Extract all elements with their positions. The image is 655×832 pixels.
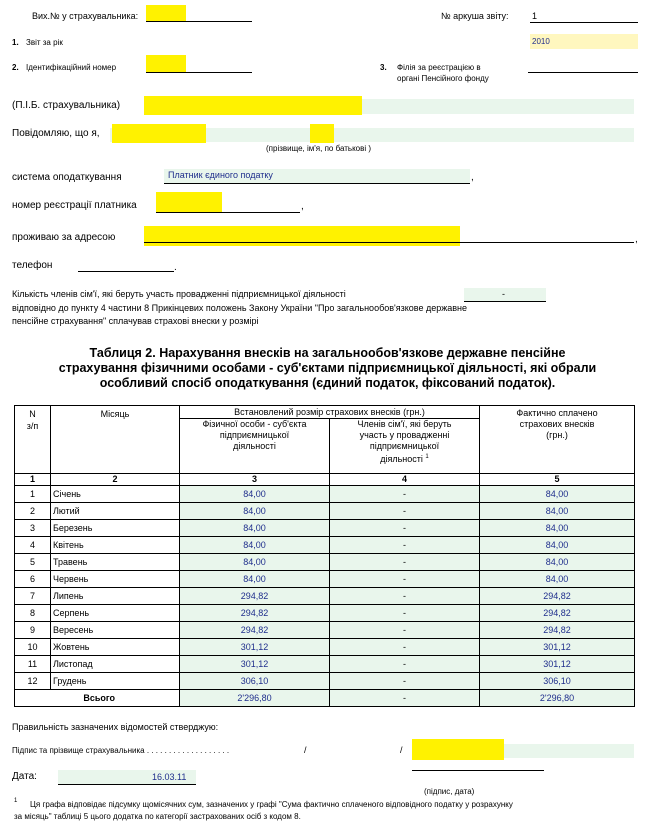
header-col4-4: діяльності: [380, 454, 423, 464]
header-col3-cell: [180, 419, 330, 474]
outgoing-number-label: Вих.№ у страхувальника:: [32, 11, 139, 21]
row-col5[interactable]: 84,00: [480, 486, 635, 503]
header-col4-footnote: 1: [425, 454, 429, 460]
row-col3[interactable]: 84,00: [180, 554, 330, 571]
header-n: N: [29, 409, 36, 419]
row-col3[interactable]: 294,82: [180, 605, 330, 622]
header-col4-2: участь у провадженні: [359, 430, 450, 440]
row-col4[interactable]: -: [330, 554, 480, 571]
row-col3[interactable]: 294,82: [180, 588, 330, 605]
phone-label: телефон: [12, 260, 53, 271]
table-body: [15, 486, 635, 690]
row-col3[interactable]: 84,00: [180, 571, 330, 588]
row-col4[interactable]: -: [330, 673, 480, 690]
footnote-mark: 1: [14, 798, 18, 804]
footnote-line-1: Ця графа відповідає підсумку щомісячних сум, зазначених у графі "Сума фактично сплаченого відповідного податку у розрахунку: [30, 800, 513, 809]
signature-hint: (підпис, дата): [424, 787, 475, 796]
table-title-line-2: страхування фізичними особами - суб'єктами підприємницької діяльності, які обрали: [58, 361, 597, 375]
branch-field[interactable]: [528, 72, 638, 73]
row-month: Січень: [51, 486, 180, 503]
table-row: [15, 639, 635, 656]
law-reference-line-1: відповідно до пункту 4 частини 8 Прикінцевих положень Закону України "Про загальнообов'язкове державне: [12, 303, 468, 313]
row-col5[interactable]: 301,12: [480, 656, 635, 673]
row-month: Жовтень: [51, 639, 180, 656]
row-col5[interactable]: 306,10: [480, 673, 635, 690]
row-col5[interactable]: 294,82: [480, 588, 635, 605]
header-col4-3: підприємницької: [369, 441, 440, 451]
row-month: Листопад: [51, 656, 180, 673]
header-paid-2: страхових внесків: [519, 419, 595, 429]
col-number-2: 2: [51, 474, 180, 486]
total-label: Всього: [15, 690, 180, 707]
date-label: Дата:: [12, 771, 37, 782]
header-month: Місяць: [51, 406, 180, 474]
report-year-value: 2010: [532, 37, 550, 46]
header-col4-1: Членів сім'ї, які беруть: [357, 419, 452, 429]
row-month: Грудень: [51, 673, 180, 690]
row-col3[interactable]: 84,00: [180, 503, 330, 520]
branch-num: 3.: [380, 63, 387, 72]
sheet-number-value: 1: [532, 11, 538, 21]
family-members-label: Кількість членів сім'ї, які беруть участь провадженні підприємницької діяльності: [12, 289, 346, 299]
row-col3[interactable]: 306,10: [180, 673, 330, 690]
insurer-name-label: (П.І.Б. страхувальника): [12, 100, 121, 111]
col-number-5: 5: [480, 474, 635, 486]
col-number-4: 4: [330, 474, 480, 486]
report-year-label: Звіт за рік: [26, 38, 63, 47]
address-field[interactable]: [144, 242, 634, 243]
row-month: Лютий: [51, 503, 180, 520]
table-title-line-1: Таблиця 2. Нарахування внесків на загальнообов'язкове державне пенсійне: [89, 346, 566, 360]
header-col4-4-wrap: [332, 452, 477, 465]
header-col3-3: діяльності: [233, 441, 276, 451]
outgoing-number-field[interactable]: [146, 21, 252, 22]
notify-label: Повідомляю, що я,: [12, 128, 100, 139]
row-number: 10: [15, 639, 51, 656]
confirm-text: Правильність зазначених відомостей стверджую:: [12, 722, 219, 732]
family-members-value: -: [502, 289, 505, 299]
row-number: 2: [15, 503, 51, 520]
row-col4[interactable]: -: [330, 622, 480, 639]
row-col3[interactable]: 301,12: [180, 656, 330, 673]
row-col4[interactable]: -: [330, 486, 480, 503]
branch-label-2: органі Пенсійного фонду: [397, 74, 489, 83]
row-number: 5: [15, 554, 51, 571]
redacted-surname: [112, 124, 206, 143]
row-col4[interactable]: -: [330, 639, 480, 656]
row-col3[interactable]: 84,00: [180, 537, 330, 554]
header-col3-2: підприємницької: [219, 430, 290, 440]
header-number-cell: [15, 406, 51, 474]
signature-slash-1: /: [304, 745, 307, 755]
redacted-signature-name: [412, 739, 504, 760]
redacted-first-name: [310, 124, 334, 143]
tax-system-comma: ,: [471, 172, 474, 183]
row-number: 4: [15, 537, 51, 554]
table-row: [15, 520, 635, 537]
row-col3[interactable]: 294,82: [180, 622, 330, 639]
row-month: Квітень: [51, 537, 180, 554]
redacted-registration-number: [156, 192, 222, 212]
address-label: проживаю за адресою: [12, 232, 116, 243]
row-month: Липень: [51, 588, 180, 605]
footnote-line-2: за місяць" таблиці 5 цього додатка по категорії застрахованих осіб з кодом 8.: [14, 812, 301, 821]
row-month: Червень: [51, 571, 180, 588]
law-reference-line-2: пенсійне страхування" сплачував страхові внески у розмірі: [12, 316, 259, 326]
tax-system-value: Платник єдиного податку: [168, 170, 273, 180]
row-col4[interactable]: -: [330, 605, 480, 622]
registration-number-label: номер реєстрації платника: [12, 200, 137, 211]
row-col5[interactable]: 294,82: [480, 622, 635, 639]
tax-system-underline: [164, 183, 470, 184]
row-number: 3: [15, 520, 51, 537]
redacted-insurer-name: [144, 96, 362, 115]
header-paid-1: Фактично сплачено: [516, 408, 598, 418]
row-number: 9: [15, 622, 51, 639]
redacted-id-number: [146, 55, 186, 73]
table-row: [15, 537, 635, 554]
table-title-line-3: особливий спосіб оподаткування (єдиний податок, фіксований податок).: [99, 376, 556, 390]
registration-number-field[interactable]: [156, 212, 300, 213]
row-month: Вересень: [51, 622, 180, 639]
date-value: 16.03.11: [152, 772, 187, 782]
table-row: [15, 503, 635, 520]
total-col5[interactable]: 2'296,80: [480, 690, 635, 707]
family-members-underline: [464, 301, 546, 302]
header-col4-cell: [330, 419, 480, 474]
row-number: 1: [15, 486, 51, 503]
row-col5[interactable]: 84,00: [480, 571, 635, 588]
tax-system-label: система оподаткування: [12, 172, 122, 183]
table-row: [15, 622, 635, 639]
row-number: 11: [15, 656, 51, 673]
row-col5[interactable]: 84,00: [480, 503, 635, 520]
signature-date-line: [412, 770, 544, 771]
row-number: 12: [15, 673, 51, 690]
row-col4[interactable]: -: [330, 503, 480, 520]
row-col5[interactable]: 84,00: [480, 537, 635, 554]
sheet-number-field[interactable]: [530, 22, 638, 23]
row-col5[interactable]: 294,82: [480, 605, 635, 622]
sheet-number-label: № аркуша звіту:: [441, 11, 509, 21]
table-row: [15, 673, 635, 690]
table-row: [15, 486, 635, 503]
header-np: з/п: [26, 421, 39, 431]
phone-dot: .: [174, 262, 177, 273]
header-paid-cell: [480, 406, 635, 474]
redacted-address: [144, 226, 460, 246]
table-row: [15, 656, 635, 673]
total-col4[interactable]: -: [330, 690, 480, 707]
signature-label: Підпис та прізвище страхувальника . . . . . . . . . . . . . . . . . . .: [12, 746, 230, 755]
row-col5[interactable]: 84,00: [480, 554, 635, 571]
date-underline: [58, 784, 196, 785]
row-col4[interactable]: -: [330, 656, 480, 673]
row-col5[interactable]: 301,12: [480, 639, 635, 656]
header-col3-1: Фізичної особи - суб'єкта: [202, 419, 307, 429]
row-col4[interactable]: -: [330, 537, 480, 554]
row-month: Серпень: [51, 605, 180, 622]
row-number: 8: [15, 605, 51, 622]
row-col3[interactable]: 84,00: [180, 486, 330, 503]
row-month: Березень: [51, 520, 180, 537]
total-col3[interactable]: 2'296,80: [180, 690, 330, 707]
registration-comma: ,: [301, 201, 304, 212]
row-col4[interactable]: -: [330, 571, 480, 588]
family-members-field[interactable]: [464, 288, 546, 301]
header-paid-3: (грн.): [546, 430, 568, 440]
table-row: [15, 605, 635, 622]
report-year-number: 1.: [12, 38, 19, 47]
phone-field[interactable]: [78, 271, 174, 272]
id-number-label: Ідентифікаційний номер: [26, 63, 117, 72]
col-number-3: 3: [180, 474, 330, 486]
col-number-1: 1: [15, 474, 51, 486]
signature-slash-2: /: [400, 745, 403, 755]
header-established: Встановлений розмір страхових внесків (грн.): [180, 406, 480, 419]
id-number-num: 2.: [12, 63, 19, 72]
full-name-hint: (прізвище, ім'я, по батькові ): [266, 144, 372, 153]
table-row: [15, 588, 635, 605]
row-col5[interactable]: 84,00: [480, 520, 635, 537]
row-col4[interactable]: -: [330, 588, 480, 605]
branch-label-1: Філія за реєстрацією в: [397, 63, 481, 72]
id-number-field[interactable]: [146, 72, 252, 73]
row-number: 6: [15, 571, 51, 588]
table-row: [15, 571, 635, 588]
contributions-table: [14, 405, 635, 707]
table-row: [15, 554, 635, 571]
row-month: Травень: [51, 554, 180, 571]
address-comma: ,: [635, 234, 638, 245]
row-col3[interactable]: 84,00: [180, 520, 330, 537]
row-col4[interactable]: -: [330, 520, 480, 537]
row-number: 7: [15, 588, 51, 605]
row-col3[interactable]: 301,12: [180, 639, 330, 656]
redacted-outgoing-number: [146, 5, 186, 22]
